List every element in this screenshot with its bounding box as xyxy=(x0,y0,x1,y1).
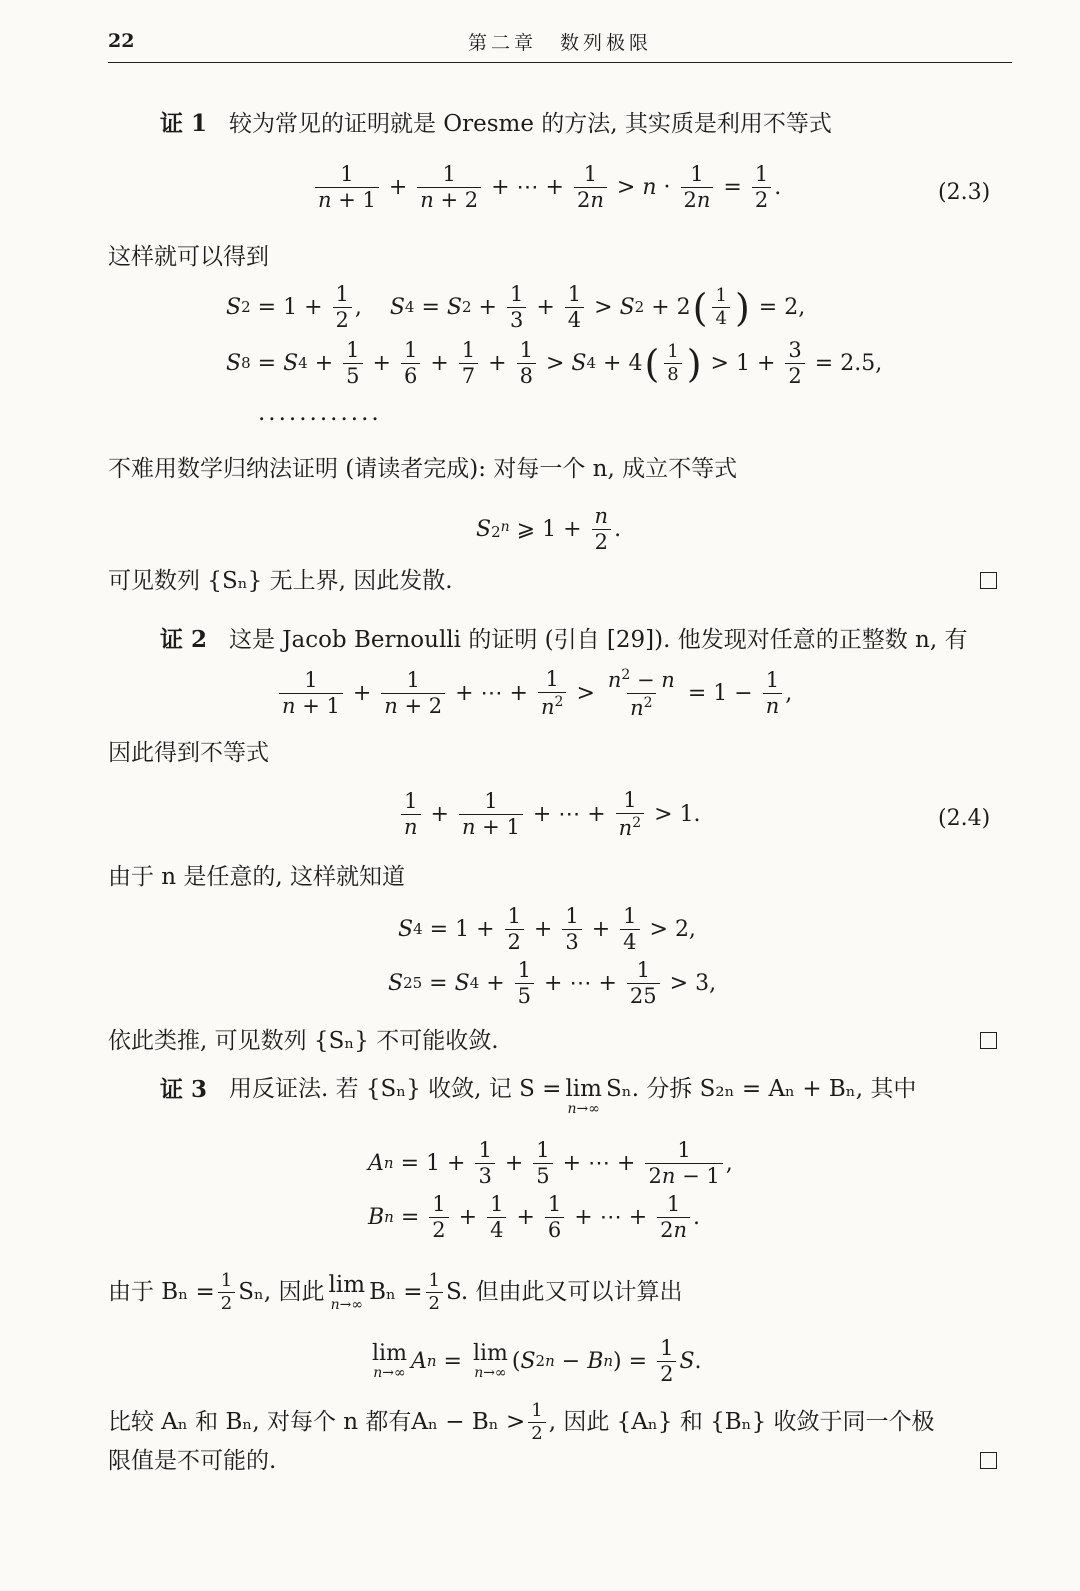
proof1-intro-line xyxy=(160,112,832,136)
chapter-title: 第二章 数列极限 xyxy=(467,32,652,54)
equation-s4-bound: S 4 = 1 + $\frac{1}{2}$ + $\frac{1}{3}$ + $\frac{1}{4}$ > 2, xyxy=(398,904,696,954)
proof2-so: 因此得到不等式 xyxy=(108,740,269,766)
proof2-label: 证 2 xyxy=(160,626,208,653)
equation-lim-an: lim n→∞ A n = lim n→∞ ( S 2n − B n ) = $\frac{1}{2}$ S . xyxy=(372,1336,702,1386)
proof1-conclusion: 可见数列 {Sₙ} 无上界, 因此发散. xyxy=(108,568,453,594)
proof3-compare-b: , 因此 {Aₙ} 和 {Bₙ} 收敛于同一个极 xyxy=(548,1409,935,1435)
proof1-then: 这样就可以得到 xyxy=(108,244,269,270)
proof3-compare-line2: 限值是不可能的. xyxy=(108,1448,277,1474)
proof3-intro-a: 用反证法. 若 {Sₙ} 收敛, 记 S = xyxy=(228,1076,562,1102)
qed-square xyxy=(980,1032,997,1049)
proof3-since-a: 由于 Bₙ = xyxy=(108,1279,215,1305)
proof2-intro: 这是 Jacob Bernoulli 的证明 (引自 [29]). 他发现对任意的正整数 n, 有 xyxy=(228,627,968,653)
proof3-intro-b: Sₙ. 分拆 S₂ₙ = Aₙ + Bₙ, 其中 xyxy=(605,1076,917,1102)
proof3-since-b: Sₙ, 因此 xyxy=(238,1279,325,1305)
proof2-intro-line xyxy=(160,628,967,652)
proof1-dots: ............ xyxy=(258,400,382,426)
equation-s2-s4: S 2 = 1 + $\frac{1}{2}$ , S 4 = S 2 + $\frac{1}{3}$ + $\frac{1}{4}$ > S 2 + 2 ( $\frac{1}{4}$ ) = 2, xyxy=(226,282,806,332)
proof1-intro: 较为常见的证明就是 Oresme 的方法, 其实质是利用不等式 xyxy=(228,111,832,137)
proof2-since: 由于 n 是任意的, 这样就知道 xyxy=(108,864,406,890)
qed-square xyxy=(980,1452,997,1469)
equation-s8: S 8 = S 4 + $\frac{1}{5}$ + $\frac{1}{6}$ + $\frac{1}{7}$ + $\frac{1}{8}$ > S 4 + 4 ( $\frac{1}{8}$ ) > 1 + $\frac{3}{2}$ = 2.5, xyxy=(226,338,883,388)
equation-bernoulli: $\frac{1}{n + 1}$ + $\frac{1}{n + 2}$ + ⋯ + $\frac{1}{n^2}$ > $\frac{n^2 - n}{n^2}$ = 1 − $\frac{1}{n}$ , xyxy=(276,668,792,719)
proof2-conclusion: 依此类推, 可见数列 {Sₙ} 不可能收敛. xyxy=(108,1028,499,1054)
proof1-induction: 不难用数学归纳法证明 (请读者完成): 对每一个 n, 成立不等式 xyxy=(108,456,738,482)
equation-s25-bound: S 25 = S 4 + $\frac{1}{5}$ + ⋯ + $\frac{1}{25}$ > 3, xyxy=(388,958,717,1008)
proof3-intro-line: 证 3 用反证法. 若 {Sₙ} 收敛, 记 S = lim n→∞ Sₙ. 分拆 S₂ₙ = Aₙ + Bₙ, 其中 xyxy=(160,1076,917,1117)
proof3-label: 证 3 xyxy=(160,1076,208,1103)
proof3-since-d: S. 但由此又可以计算出 xyxy=(445,1279,683,1305)
equation-bn: B n = $\frac{1}{2}$ + $\frac{1}{4}$ + $\frac{1}{6}$ + ⋯ + $\frac{1}{2n}$ . xyxy=(368,1192,701,1242)
proof3-compare-line1: 比较 Aₙ 和 Bₙ, 对每个 n 都有Aₙ − Bₙ > $\frac{1}{2}$ , 因此 {Aₙ} 和 {Bₙ} 收敛于同一个极 xyxy=(108,1400,935,1444)
page-number: 22 xyxy=(108,30,135,52)
equation-s2n: S 2$^n$ ⩾ 1 + $\frac{n}{2}$ . xyxy=(476,504,622,554)
page-header xyxy=(108,26,1012,63)
proof3-since-c: Bₙ = xyxy=(369,1279,423,1305)
equation-number-2-3: (2.3) xyxy=(938,180,991,205)
qed-square xyxy=(980,572,997,589)
equation-2-3: $\frac{1}{n + 1}$ + $\frac{1}{n + 2}$ + ⋯ + $\frac{1}{2n}$ > n · $\frac{1}{2n}$ = $\frac{1}{2}$ . xyxy=(312,164,781,211)
equation-an: A n = 1 + $\frac{1}{3}$ + $\frac{1}{5}$ + ⋯ + $\frac{1}{2n - 1}$ , xyxy=(368,1138,733,1188)
proof3-since-line: 由于 Bₙ = $\frac{1}{2}$ Sₙ, 因此 lim n→∞ Bₙ = $\frac{1}{2}$ S. 但由此又可以计算出 xyxy=(108,1270,683,1314)
equation-number-2-4: (2.4) xyxy=(938,806,991,831)
proof3-compare-a: 比较 Aₙ 和 Bₙ, 对每个 n 都有Aₙ − Bₙ > xyxy=(108,1409,526,1435)
equation-2-4: $\frac{1}{n}$ + $\frac{1}{n + 1}$ + ⋯ + $\frac{1}{n^2}$ > 1. xyxy=(398,790,701,839)
proof1-label: 证 1 xyxy=(160,110,208,137)
